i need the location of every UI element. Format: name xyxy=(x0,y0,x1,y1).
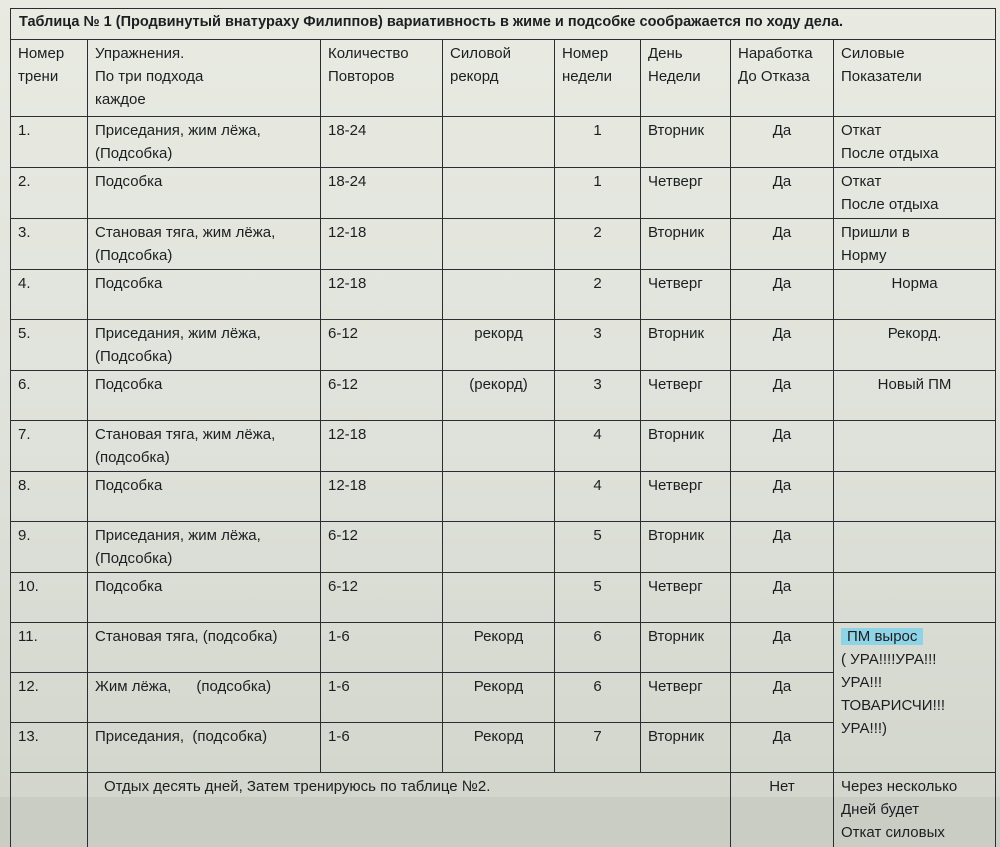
repetitions-cell xyxy=(321,219,443,270)
repetitions-cell xyxy=(321,472,443,522)
exercise-cell-line: Подсобка xyxy=(95,275,163,292)
day-cell xyxy=(641,623,731,673)
failure-cell xyxy=(731,522,834,573)
week-number-cell xyxy=(555,723,641,773)
failure-cell xyxy=(731,623,834,673)
table-caption-row xyxy=(11,9,996,40)
exercise-cell xyxy=(88,723,321,773)
repetitions-cell-line: 12-18 xyxy=(328,426,367,443)
exercise-cell-line: Становая тяга, жим лёжа, xyxy=(95,426,276,443)
day-cell-line: Четверг xyxy=(648,678,703,695)
table-row xyxy=(11,320,996,371)
header-strength-record-line: рекорд xyxy=(450,68,499,85)
failure-cell xyxy=(731,472,834,522)
record-cell-line: (рекорд) xyxy=(469,376,528,393)
record-cell xyxy=(443,320,555,371)
training-number-cell xyxy=(11,773,88,847)
header-to-failure-line: Наработка xyxy=(738,45,813,62)
training-number-cell xyxy=(11,723,88,773)
header-repetitions-line: Повторов xyxy=(328,68,395,85)
header-week-number-line: недели xyxy=(562,68,613,85)
record-cell xyxy=(443,472,555,522)
repetitions-cell xyxy=(321,623,443,673)
table-row xyxy=(11,522,996,573)
record-cell xyxy=(443,270,555,320)
record-cell xyxy=(443,421,555,472)
exercise-cell-line: (Подсобка) xyxy=(95,145,173,162)
failure-cell-line: Да xyxy=(772,426,792,443)
week-number-cell xyxy=(555,270,641,320)
training-number-cell xyxy=(11,472,88,522)
training-number-cell xyxy=(11,117,88,168)
table-row xyxy=(11,421,996,472)
failure-cell xyxy=(731,320,834,371)
header-exercises-line: По три подхода xyxy=(95,68,204,85)
header-exercises-line: каждое xyxy=(95,91,146,108)
failure-cell xyxy=(731,371,834,421)
record-cell xyxy=(443,371,555,421)
training-number-cell-line: 2. xyxy=(18,173,31,190)
repetitions-cell xyxy=(321,573,443,623)
exercise-cell xyxy=(88,623,321,673)
rest-note-cell xyxy=(88,773,731,847)
record-cell xyxy=(443,573,555,623)
exercise-cell-line: Подсобка xyxy=(95,477,163,494)
week-number-cell xyxy=(555,371,641,421)
failure-cell xyxy=(731,573,834,623)
day-cell xyxy=(641,573,731,623)
repetitions-cell xyxy=(321,522,443,573)
week-number-cell xyxy=(555,623,641,673)
training-number-cell-line: 4. xyxy=(18,275,31,292)
failure-cell-line: Да xyxy=(772,678,792,695)
table-row xyxy=(11,371,996,421)
repetitions-cell-line: 12-18 xyxy=(328,224,367,241)
exercise-cell xyxy=(88,270,321,320)
training-number-cell-line: 1. xyxy=(18,122,31,139)
failure-cell xyxy=(731,723,834,773)
indicator-line: ТОВАРИСЧИ!!! xyxy=(841,697,946,714)
indicator-cell-line: Рекорд. xyxy=(887,325,942,342)
day-cell xyxy=(641,219,731,270)
training-number-cell xyxy=(11,673,88,723)
week-number-cell-line: 6 xyxy=(593,628,602,645)
indicator-cell xyxy=(834,371,996,421)
record-cell xyxy=(443,168,555,219)
exercise-cell-line: Становая тяга, жим лёжа, xyxy=(95,224,276,241)
record-cell xyxy=(443,219,555,270)
header-strength-indicators-line: Показатели xyxy=(841,68,922,85)
table-row xyxy=(11,573,996,623)
exercise-cell-line: Жим лёжа, (подсобка) xyxy=(95,678,272,695)
record-cell-line: Рекорд xyxy=(473,628,524,645)
record-cell xyxy=(443,117,555,168)
day-cell xyxy=(641,117,731,168)
header-to-failure-line: До Отказа xyxy=(738,68,810,85)
failure-cell-line: Да xyxy=(772,477,792,494)
indicator-cell-line: Откат xyxy=(841,122,882,139)
exercise-cell-line: Подсобка xyxy=(95,376,163,393)
repetitions-cell-line: 6-12 xyxy=(328,527,359,544)
record-cell-line: Рекорд xyxy=(473,728,524,745)
exercise-cell xyxy=(88,219,321,270)
day-cell-line: Вторник xyxy=(648,426,705,443)
day-cell xyxy=(641,673,731,723)
training-number-cell-line: 9. xyxy=(18,527,31,544)
day-cell xyxy=(641,320,731,371)
day-cell xyxy=(641,421,731,472)
exercise-cell-line: Приседания, жим лёжа, xyxy=(95,325,261,342)
day-cell-line: Четверг xyxy=(648,275,703,292)
day-cell xyxy=(641,371,731,421)
exercise-cell-line: Приседания, жим лёжа, xyxy=(95,527,261,544)
training-number-cell xyxy=(11,623,88,673)
repetitions-cell-line: 12-18 xyxy=(328,477,367,494)
header-to-failure xyxy=(731,40,834,117)
table-row xyxy=(11,219,996,270)
week-number-cell-line: 4 xyxy=(593,477,602,494)
training-number-cell-line: 11. xyxy=(18,628,38,645)
exercise-cell xyxy=(88,522,321,573)
header-week-day xyxy=(641,40,731,117)
exercise-cell xyxy=(88,320,321,371)
training-number-cell-line: 3. xyxy=(18,224,31,241)
header-training-number xyxy=(11,40,88,117)
week-number-cell-line: 2 xyxy=(593,224,602,241)
failure-cell xyxy=(731,673,834,723)
exercise-cell-line: Становая тяга, (подсобка) xyxy=(95,628,278,645)
training-number-cell xyxy=(11,320,88,371)
exercise-cell xyxy=(88,168,321,219)
failure-cell xyxy=(731,270,834,320)
header-exercises-line: Упражнения. xyxy=(95,45,185,62)
training-number-cell xyxy=(11,522,88,573)
repetitions-cell xyxy=(321,673,443,723)
failure-cell-line: Да xyxy=(772,122,792,139)
day-cell-line: Четверг xyxy=(648,173,703,190)
repetitions-cell-line: 1-6 xyxy=(328,628,350,645)
indicator-cell xyxy=(834,168,996,219)
table-row xyxy=(11,623,996,673)
indicator-line: УРА!!!) xyxy=(841,720,888,737)
week-number-cell xyxy=(555,117,641,168)
header-repetitions-line: Количество xyxy=(328,45,409,62)
training-number-cell-line: 12. xyxy=(18,678,39,695)
day-cell xyxy=(641,472,731,522)
indicator-cell-line: Новый ПМ xyxy=(877,376,952,393)
failure-cell-line: Да xyxy=(772,578,792,595)
exercise-cell-line: (Подсобка) xyxy=(95,348,173,365)
indicator-cell xyxy=(834,270,996,320)
header-strength-indicators xyxy=(834,40,996,117)
repetitions-cell xyxy=(321,270,443,320)
record-cell-line: рекорд xyxy=(474,325,523,342)
week-number-cell xyxy=(555,673,641,723)
indicator-cell-line: После отдыха xyxy=(841,145,939,162)
table-header-row xyxy=(11,40,996,117)
indicator-cell xyxy=(834,522,996,573)
exercise-cell xyxy=(88,421,321,472)
failure-cell xyxy=(731,773,834,847)
repetitions-cell-line: 18-24 xyxy=(328,173,367,190)
header-week-number xyxy=(555,40,641,117)
training-number-cell xyxy=(11,270,88,320)
indicator-cell-line: Дней будет xyxy=(841,801,920,818)
indicator-line: ( УРА!!!!УРА!!! xyxy=(841,651,937,668)
indicator-cell-line: Норму xyxy=(841,247,887,264)
exercise-cell xyxy=(88,472,321,522)
day-cell xyxy=(641,270,731,320)
week-number-cell xyxy=(555,219,641,270)
exercise-cell-line: (Подсобка) xyxy=(95,550,173,567)
day-cell-line: Четверг xyxy=(648,578,703,595)
repetitions-cell xyxy=(321,320,443,371)
day-cell xyxy=(641,522,731,573)
header-week-day-line: Недели xyxy=(648,68,701,85)
training-number-cell xyxy=(11,371,88,421)
record-cell-line: Рекорд xyxy=(473,678,524,695)
week-number-cell-line: 1 xyxy=(593,122,602,139)
repetitions-cell xyxy=(321,168,443,219)
failure-cell-line: Да xyxy=(772,325,792,342)
day-cell-line: Четверг xyxy=(648,376,703,393)
record-cell xyxy=(443,623,555,673)
exercise-cell-line: (Подсобка) xyxy=(95,247,173,264)
training-number-cell xyxy=(11,573,88,623)
record-cell xyxy=(443,522,555,573)
week-number-cell-line: 4 xyxy=(593,426,602,443)
repetitions-cell-line: 1-6 xyxy=(328,728,350,745)
table-row-rest xyxy=(11,773,996,847)
training-table xyxy=(10,8,996,847)
header-repetitions xyxy=(321,40,443,117)
failure-cell xyxy=(731,168,834,219)
week-number-cell-line: 6 xyxy=(593,678,602,695)
indicator-cell-line: После отдыха xyxy=(841,196,939,213)
failure-cell-line: Да xyxy=(772,275,792,292)
repetitions-cell xyxy=(321,421,443,472)
header-week-day-line: День xyxy=(648,45,683,62)
indicator-line: УРА!!! xyxy=(841,674,883,691)
record-cell xyxy=(443,673,555,723)
indicator-cell xyxy=(834,573,996,623)
day-cell xyxy=(641,723,731,773)
failure-cell xyxy=(731,117,834,168)
training-number-cell xyxy=(11,168,88,219)
repetitions-cell-line: 6-12 xyxy=(328,325,359,342)
training-number-cell-line: 7. xyxy=(18,426,31,443)
week-number-cell xyxy=(555,168,641,219)
week-number-cell xyxy=(555,320,641,371)
indicator-cell xyxy=(834,219,996,270)
week-number-cell-line: 3 xyxy=(593,325,602,342)
header-training-number-line: трени xyxy=(18,68,59,85)
training-number-cell xyxy=(11,219,88,270)
day-cell-line: Вторник xyxy=(648,628,705,645)
exercise-cell xyxy=(88,673,321,723)
week-number-cell xyxy=(555,573,641,623)
failure-cell-line: Да xyxy=(772,628,792,645)
week-number-cell-line: 3 xyxy=(593,376,602,393)
repetitions-cell-line: 1-6 xyxy=(328,678,350,695)
exercise-cell xyxy=(88,371,321,421)
exercise-cell xyxy=(88,117,321,168)
day-cell-line: Вторник xyxy=(648,224,705,241)
indicator-cell-line: Откат xyxy=(841,173,882,190)
training-number-cell-line: 13. xyxy=(18,728,39,745)
indicator-cell-line: Пришли в xyxy=(841,224,910,241)
training-number-cell xyxy=(11,421,88,472)
week-number-cell-line: 1 xyxy=(593,173,602,190)
record-cell xyxy=(443,723,555,773)
repetitions-cell-line: 12-18 xyxy=(328,275,367,292)
header-exercises xyxy=(88,40,321,117)
header-strength-record xyxy=(443,40,555,117)
week-number-cell-line: 5 xyxy=(593,527,602,544)
failure-cell-line: Да xyxy=(772,224,792,241)
day-cell-line: Вторник xyxy=(648,122,705,139)
header-strength-indicators-line: Силовые xyxy=(841,45,905,62)
day-cell-line: Вторник xyxy=(648,325,705,342)
repetitions-cell xyxy=(321,723,443,773)
repetitions-cell-line: 18-24 xyxy=(328,122,367,139)
week-number-cell-line: 5 xyxy=(593,578,602,595)
day-cell-line: Вторник xyxy=(648,728,705,745)
table-row xyxy=(11,117,996,168)
day-cell-line: Четверг xyxy=(648,477,703,494)
indicator-cell-line: Откат силовых xyxy=(841,824,945,841)
week-number-cell xyxy=(555,472,641,522)
highlighted-pm-text: ПМ вырос xyxy=(841,628,923,645)
training-number-cell-line: 5. xyxy=(18,325,31,342)
repetitions-cell-line: 6-12 xyxy=(328,578,359,595)
table-row xyxy=(11,270,996,320)
exercise-cell-line: Приседания, (подсобка) xyxy=(95,728,268,745)
table-row xyxy=(11,472,996,522)
exercise-cell-line: Подсобка xyxy=(95,578,163,595)
rest-note-cell-line: Отдых десять дней, Затем тренируюсь по таблице №2. xyxy=(104,778,491,795)
week-number-cell-line: 7 xyxy=(593,728,602,745)
indicator-cell-line: Через несколько xyxy=(841,778,958,795)
indicator-cell xyxy=(834,472,996,522)
indicator-cell xyxy=(834,117,996,168)
table-caption: Таблица № 1 (Продвинутый внатураху Филиппов) вариативность в жиме и подсобке соображается по ходу дела. xyxy=(11,9,996,40)
failure-cell xyxy=(731,421,834,472)
day-cell xyxy=(641,168,731,219)
exercise-cell-line: (подсобка) xyxy=(95,449,170,466)
header-strength-record-line: Силовой xyxy=(450,45,511,62)
training-number-cell-line: 8. xyxy=(18,477,31,494)
indicator-cell xyxy=(834,421,996,472)
indicator-merged-cell xyxy=(834,623,996,773)
training-number-cell-line: 10. xyxy=(18,578,39,595)
week-number-cell xyxy=(555,421,641,472)
header-week-number-line: Номер xyxy=(562,45,609,62)
exercise-cell xyxy=(88,573,321,623)
week-number-cell-line: 2 xyxy=(593,275,602,292)
failure-cell xyxy=(731,219,834,270)
exercise-cell-line: Подсобка xyxy=(95,173,163,190)
exercise-cell-line: Приседания, жим лёжа, xyxy=(95,122,261,139)
table-row xyxy=(11,168,996,219)
indicator-cell xyxy=(834,773,996,847)
indicator-cell xyxy=(834,320,996,371)
repetitions-cell xyxy=(321,371,443,421)
repetitions-cell xyxy=(321,117,443,168)
failure-cell-line: Нет xyxy=(769,778,795,795)
indicator-cell-line: Норма xyxy=(891,275,938,292)
day-cell-line: Вторник xyxy=(648,527,705,544)
failure-cell-line: Да xyxy=(772,173,792,190)
training-number-cell-line: 6. xyxy=(18,376,31,393)
week-number-cell xyxy=(555,522,641,573)
failure-cell-line: Да xyxy=(772,728,792,745)
repetitions-cell-line: 6-12 xyxy=(328,376,359,393)
failure-cell-line: Да xyxy=(772,527,792,544)
header-training-number-line: Номер xyxy=(18,45,65,62)
failure-cell-line: Да xyxy=(772,376,792,393)
